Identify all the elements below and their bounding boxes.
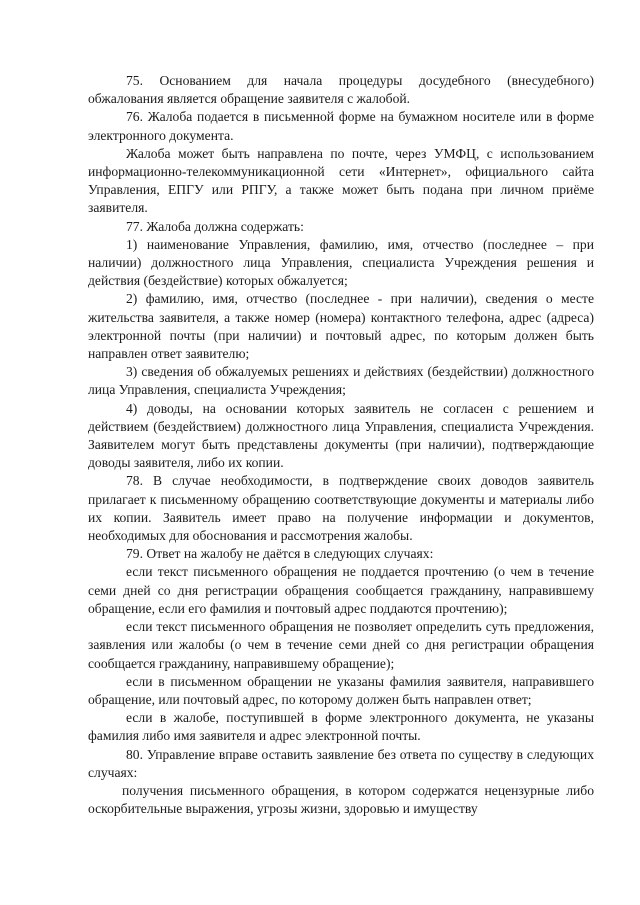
paragraph-79: 79. Ответ на жалобу не даётся в следующих случаях: bbox=[126, 546, 434, 562]
document-body bbox=[88, 72, 594, 818]
case-offensive-language: получения письменного обращения, в котором содержатся нецензурные либо оскорбительные выражения, угрозы жизни, здоровью и имуществу bbox=[88, 782, 594, 817]
paragraph-78: 78. В случае необходимости, в подтверждение своих доводов заявитель прилагает к письменному обращению соответствующие документы и материалы либо их копии. Заявитель имеет право на получение информации и документов, необходимых для обоснования и рассмотрения жалобы. bbox=[88, 473, 594, 544]
case-electronic-no-name: если в жалобе, поступившей в форме электронного документа, не указаны фамилия либо имя заявителя и адрес электронной почты. bbox=[88, 710, 594, 744]
paragraph-75: 75. Основанием для начала процедуры досудебного (внесудебного) обжалования является обращение заявителя с жалобой. bbox=[88, 73, 594, 107]
paragraph-77: 77. Жалоба должна содержать: bbox=[126, 218, 304, 234]
case-unreadable-text: если текст письменного обращения не поддается прочтению (о чем в течение семи дней со дня регистрации обращения сообщается гражданину, направившему обращение, если его фамилия и почтовый адрес поддаются прочтению); bbox=[88, 564, 594, 616]
list-item-3: 3) сведения об обжалуемых решениях и действиях (бездействии) должностного лица Управления, специалиста Учреждения; bbox=[88, 364, 594, 398]
list-item-4: 4) доводы, на основании которых заявитель не согласен с решением и действием (бездействием) должностного лица Управления, специалиста Учреждения. Заявителем могут быть представлены документы (при наличии), подтверждающие доводы заявителя, либо их копии. bbox=[88, 400, 594, 471]
paragraph-80: 80. Управление вправе оставить заявление без ответа по существу в следующих случаях: bbox=[88, 746, 594, 780]
case-no-name-or-address: если в письменном обращении не указаны фамилия заявителя, направившего обращение, или почтовый адрес, по которому должен быть направлен ответ; bbox=[88, 673, 594, 707]
list-item-2: 2) фамилию, имя, отчество (последнее - при наличии), сведения о месте жительства заявителя, а также номер (номера) контактного телефона, адрес (адреса) электронной почты (при наличии) и почтовый адрес, по которым должен быть направлен ответ заявителю; bbox=[88, 291, 594, 362]
paragraph-76: 76. Жалоба подается в письменной форме на бумажном носителе или в форме электронного документа. bbox=[88, 109, 594, 143]
paragraph-complaint-channels: Жалоба может быть направлена по почте, через УМФЦ, с использованием информационно-телекоммуникационной сети «Интернет», официального сайта Управления, ЕПГУ или РПГУ, а также может быть подана при личном приёме заявителя. bbox=[88, 145, 594, 216]
case-unclear-essence: если текст письменного обращения не позволяет определить суть предложения, заявления или жалобы (о чем в течение семи дней со дня регистрации обращения сообщается гражданину, направившему обращение); bbox=[88, 619, 594, 671]
list-item-1: 1) наименование Управления, фамилию, имя, отчество (последнее – при наличии) должностного лица Управления, специалиста Учреждения решения и действия (бездействие) которых обжалуется; bbox=[88, 236, 594, 289]
